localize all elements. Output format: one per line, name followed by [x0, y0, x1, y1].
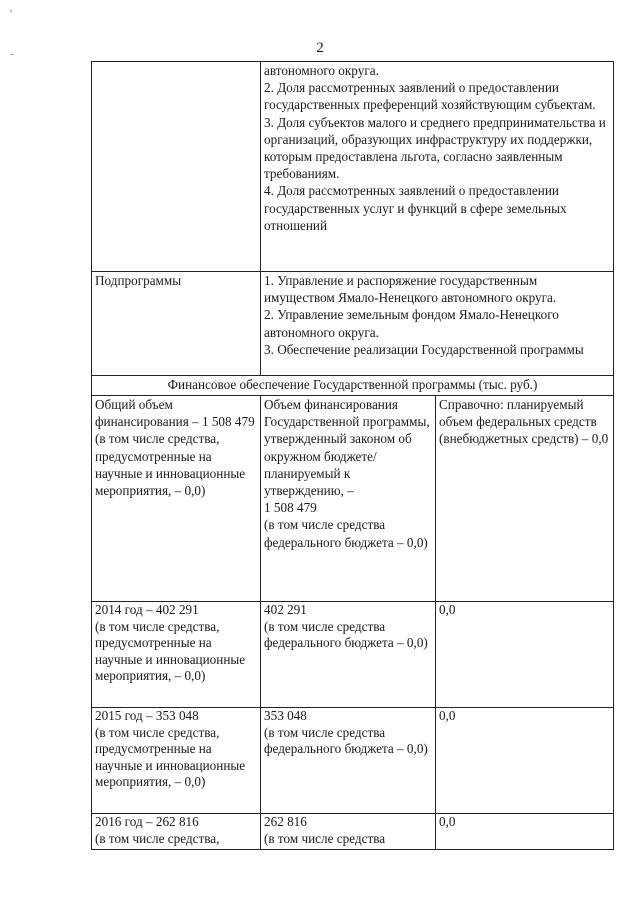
corner-mark: ': [10, 8, 12, 20]
finance-total-col3: Справочно: планируемый объем федеральных средств (внебюджетных средств) – 0,0: [436, 396, 614, 602]
finance-total-row: [92, 396, 614, 602]
indicators-row: [92, 62, 614, 272]
subprograms-row: [92, 272, 614, 376]
finance-total-col2: Объем финансирования Государственной программы, утвержденный законом об окружном бюджете/планируемый к утверждению, – 1 508 479 (в том числе средства федерального бюджета – 0,0): [261, 396, 436, 602]
subprograms-label: Подпрограммы: [92, 272, 261, 376]
finance-header: Финансовое обеспечение Государственной программы (тыс. руб.): [92, 376, 614, 396]
year-2016-col2: 262 816 (в том числе средства: [261, 814, 436, 850]
year-2016-col1: 2016 год – 262 816 (в том числе средства,: [92, 814, 261, 850]
page-number: 2: [316, 40, 324, 56]
year-row-2015: [92, 708, 614, 814]
year-row-2014: [92, 602, 614, 708]
indicators-label-cell: [92, 62, 261, 272]
program-passport-table: [91, 61, 614, 850]
side-mark: -: [10, 48, 14, 60]
finance-header-row: [92, 376, 614, 396]
year-2014-col2: 402 291 (в том числе средства федерального бюджета – 0,0): [261, 602, 436, 708]
year-row-2016: [92, 814, 614, 850]
year-2015-col2: 353 048 (в том числе средства федерального бюджета – 0,0): [261, 708, 436, 814]
year-2015-col3: 0,0: [436, 708, 614, 814]
year-2016-col3: 0,0: [436, 814, 614, 850]
indicators-text: автономного округа. 2. Доля рассмотренных заявлений о предоставлении государственных преференций хозяйствующим субъектам. 3. Доля субъектов малого и среднего предпринимательства и организаций, образующих инфраструктуру их поддержки, которым предоставлена льгота, согласно заявленным требованиям. 4. Доля рассмотренных заявлений о предоставлении государственных услуг и функций в сфере земельных отношений: [261, 62, 614, 272]
year-2015-col1: 2015 год – 353 048 (в том числе средства, предусмотренные на научные и инновационные мероприятия, – 0,0): [92, 708, 261, 814]
finance-total-col1: Общий объем финансирования – 1 508 479 (в том числе средства, предусмотренные на научные и инновационные мероприятия, – 0,0): [92, 396, 261, 602]
subprograms-text: 1. Управление и распоряжение государственным имуществом Ямало-Ненецкого автономного округа. 2. Управление земельным фондом Ямало-Ненецкого автономного округа. 3. Обеспечение реализации Государственной программы: [261, 272, 614, 376]
year-2014-col1: 2014 год – 402 291 (в том числе средства, предусмотренные на научные и инновационные мероприятия, – 0,0): [92, 602, 261, 708]
year-2014-col3: 0,0: [436, 602, 614, 708]
